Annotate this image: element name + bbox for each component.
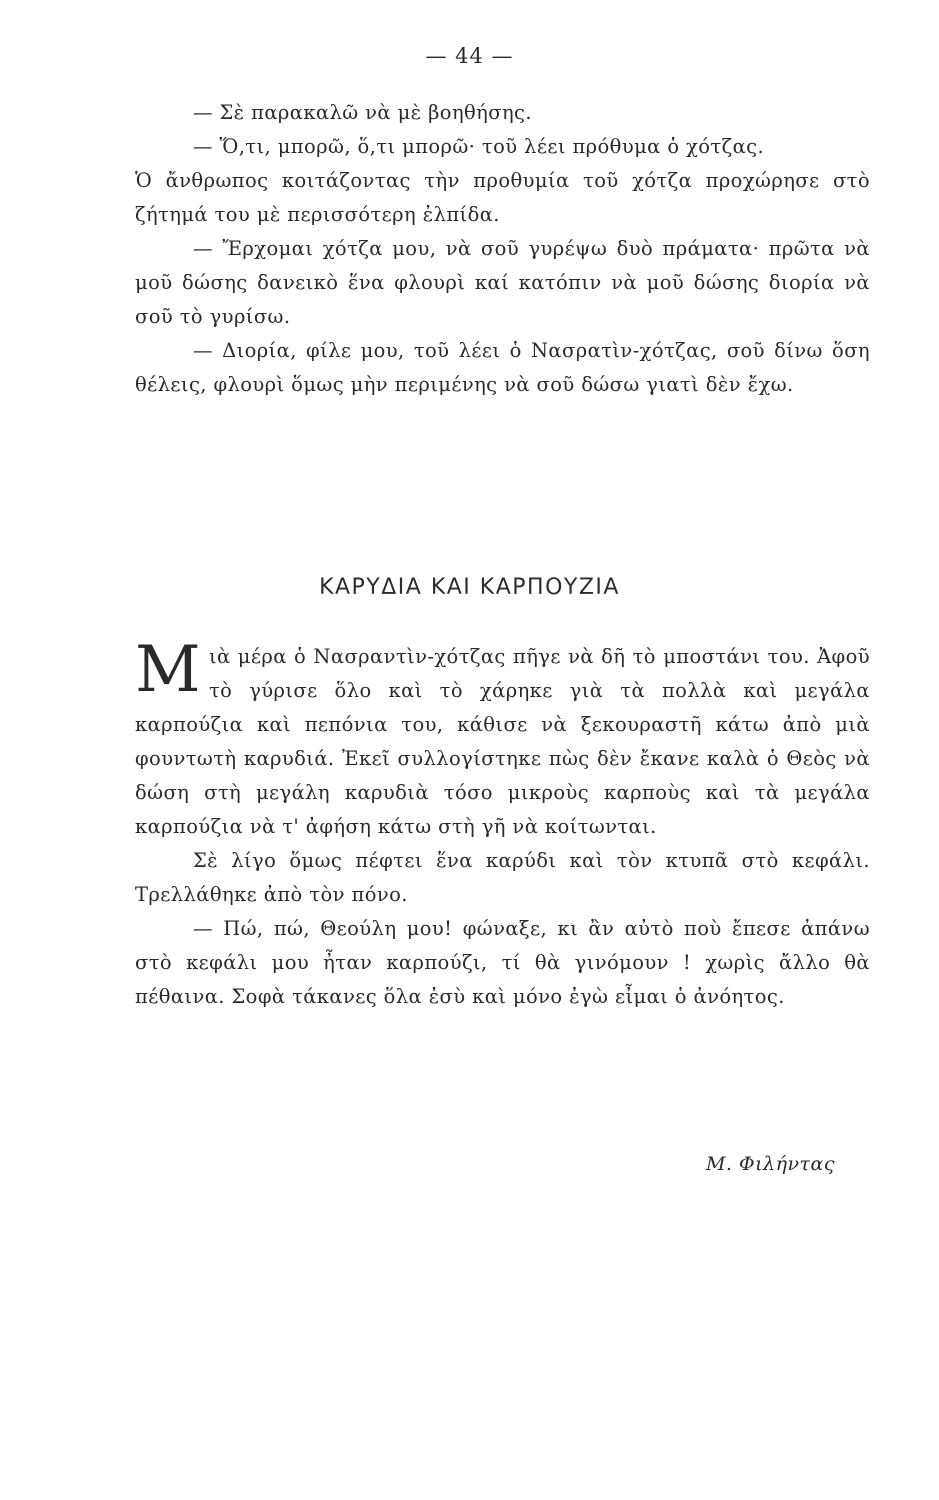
story-block (135, 633, 870, 1014)
paragraph: — Ἔρχομαι χότζα μου, νὰ σοῦ γυρέψω δυὸ πράματα· πρῶτα νὰ μοῦ δώσης δανεικὸ ἕνα φλουρὶ καί κατόπιν νὰ μοῦ δώσης διορία νὰ σοῦ τὸ γυρίσω. (135, 237, 870, 328)
dropcap-letter: Μ (135, 633, 201, 707)
dialogue-block (135, 96, 870, 402)
paragraph: Ὁ ἄνθρωπος κοιτάζοντας τὴν προθυμία τοῦ χότζα προχώρησε στὸ ζήτημά του μὲ περισσότερη ἐλπίδα. (135, 169, 870, 226)
paragraph: — Διορία, φίλε μου, τοῦ λέει ὁ Νασρατὶν-χότζας, σοῦ δίνω ὅση θέλεις, φλουρὶ ὅμως μὴν περιμένης νὰ σοῦ δώσω γιατὶ δὲν ἔχω. (135, 339, 870, 396)
story-first-paragraph-text: ιὰ μέρα ὁ Νασραντὶν-χότζας πῆγε νὰ δῆ τὸ μποστάνι του. Ἀφοῦ τὸ γύρισε ὅλο καὶ τὸ χάρηκε γιὰ τὰ πολλὰ καὶ μεγάλα καρπούζια καὶ πεπόνια του, κάθισε νὰ ξεκουραστῆ κάτω ἀπὸ μιὰ φουντωτὴ καρυδιά. Ἐκεῖ συλλογίστηκε πὼς δὲν ἔκανε καλὰ ὁ Θεὸς νὰ δώση στὴ μεγάλη καρυδιὰ τόσο μικροὺς καρποὺς καὶ τὰ μεγάλα καρπούζια νὰ τ' ἀφήση κάτω στὴ γῆ νὰ κοίτωνται. (135, 645, 870, 838)
paragraph: — Πώ, πώ, Θεούλη μου! φώναξε, κι ἂν αὐτὸ ποὺ ἔπεσε ἀπάνω στὸ κεφάλι μου ἦταν καρπούζι, τί θὰ γινόμουν ! χωρὶς ἄλλο θὰ πέθαινα. Σοφὰ τάκανες ὅλα ἐσὺ καὶ μόνο ἐγὼ εἶμαι ὁ ἀνόητος. (135, 917, 870, 1008)
paragraph: — Ὅ,τι, μπορῶ, ὅ,τι μπορῶ· τοῦ λέει πρόθυμα ὁ χότζας. (193, 135, 765, 158)
section-title: ΚΑΡΥΔΙΑ ΚΑΙ ΚΑΡΠΟΥΖΙΑ (319, 575, 620, 600)
author-signature: Μ. Φιλήντας (705, 1153, 835, 1175)
paragraph: Σὲ λίγο ὅμως πέφτει ἕνα καρύδι καὶ τὸν κτυπᾶ στὸ κεφάλι. Τρελλάθηκε ἀπὸ τὸν πόνο. (135, 849, 870, 906)
paragraph: — Σὲ παρακαλῶ νὰ μὲ βοηθήσης. (193, 101, 532, 124)
page-number: — 44 — (425, 44, 514, 68)
story-first-paragraph (135, 633, 870, 844)
